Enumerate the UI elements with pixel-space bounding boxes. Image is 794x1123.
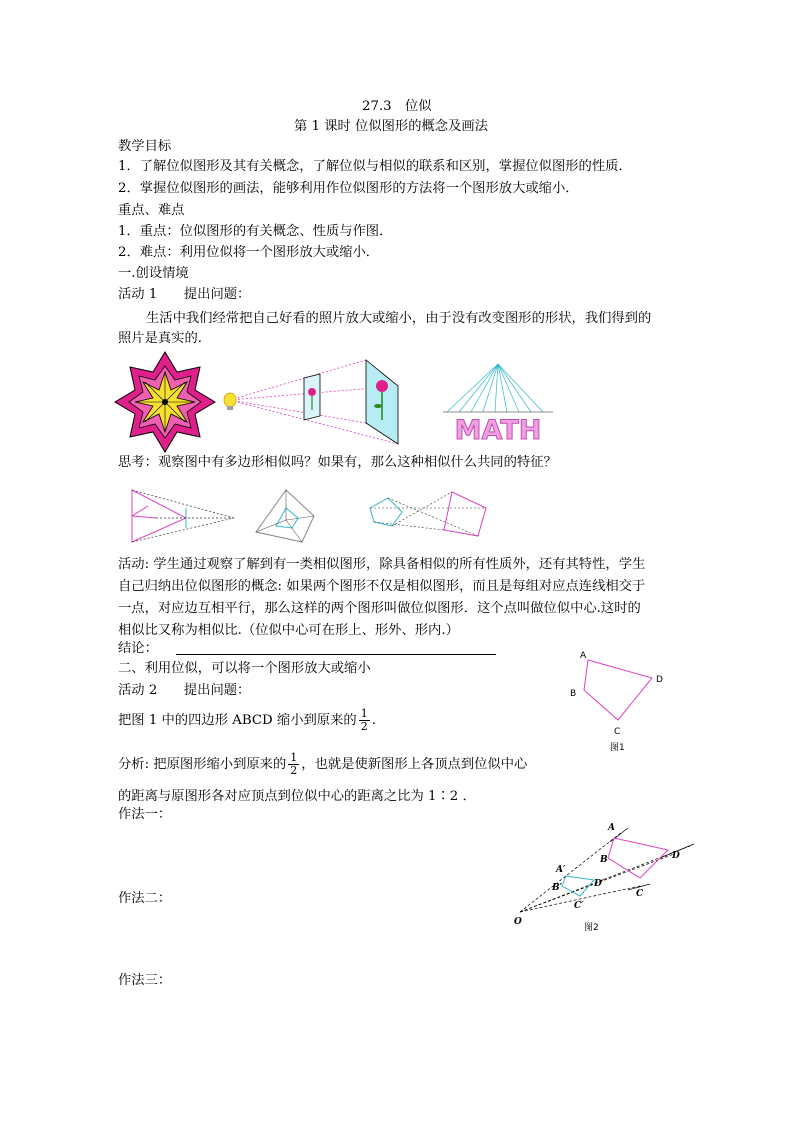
fig2-caption: 图2 (584, 923, 599, 933)
figure1-quadrilateral (566, 644, 676, 754)
conclusion-label: 结论： (118, 641, 158, 656)
flower-figure (115, 352, 215, 452)
quadrilateral-abcd (584, 660, 652, 720)
fig1-label-c: C (614, 727, 621, 737)
math-projection-lines (447, 364, 543, 412)
fig1-label-a: A (580, 651, 587, 661)
homothety-example-1 (128, 488, 238, 546)
fig2-label-b: B (600, 855, 608, 865)
projector-figure (222, 358, 402, 448)
rays-from-center (520, 832, 690, 912)
page-subtitle: 第 1 课时 位似图形的概念及画法 (294, 119, 488, 134)
figure2-homothety (510, 816, 700, 936)
fig2-label-b-prime: B′ (552, 883, 562, 893)
method3-label: 作法三： (118, 973, 172, 988)
math-word: MATH (454, 415, 542, 446)
activity-para-line4: 相似比又称为相似比.（位似中心可在形上、形外、形内.） (118, 623, 459, 638)
fig2-label-c: C (636, 889, 644, 899)
homothety-example-3 (368, 486, 498, 544)
method1-label: 作法一： (118, 807, 172, 822)
activity1-label: 活动 1 提出问题： (118, 287, 251, 302)
task-text-pre: 把图 1 中的四边形 ABCD 缩小到原来的 (118, 713, 357, 728)
intro-para-line2: 照片是真实的. (118, 331, 203, 346)
page-title: 27.3 位似 (362, 99, 432, 114)
analysis-line2: 的距离与原图形各对应顶点到位似中心的距离之比为 1∶2 ． (118, 789, 476, 804)
section1-heading: 一.创设情境 (118, 266, 189, 281)
homothety-example-2 (252, 488, 322, 546)
analysis-text-post: ，也就是使新图形上各顶点到位似中心 (301, 757, 528, 772)
keypoint-item-1: 1．重点：位似图形的有关概念、性质与作图． (118, 224, 393, 239)
activity-para-line2: 自己归纳出位似图形的概念: 如果两个图形不仅是相似图形，而且是每组对应点连线相交于 (118, 579, 646, 594)
half-fraction: $\frac{1}{2}$ (360, 707, 368, 733)
conclusion-blank-line (176, 654, 496, 655)
think-question: 思考：观察图中有多边形相似吗？如果有，那么这种相似什么共同的特征？ (118, 455, 557, 470)
activity-para-line3: 一点，对应边互相平行，那么这样的两个图形叫做位似图形．这个点叫做位似中心.这时的 (118, 601, 641, 616)
fig2-label-o: O (514, 917, 522, 927)
light-bulb-icon (224, 393, 236, 410)
analysis-statement (118, 752, 527, 777)
method2-label: 作法二： (118, 891, 172, 906)
fig2-label-c-prime: C′ (574, 901, 584, 911)
goals-heading: 教学目标 (118, 139, 172, 154)
fig1-caption: 图1 (610, 743, 625, 753)
fig1-label-d: D (656, 675, 663, 685)
rays-solid-ext (610, 828, 694, 890)
analysis-half-fraction: $\frac{1}{2}$ (290, 751, 298, 777)
activity2-label: 活动 2 提出问题： (118, 683, 251, 698)
analysis-text-pre: 分析: 把原图形缩小到原来的 (118, 757, 287, 772)
task-statement (118, 708, 376, 733)
intro-para-line1: 生活中我们经常把自己好看的照片放大或缩小，由于没有改变图形的形状，我们得到的 (146, 311, 652, 326)
goal-item-2: 2．掌握位似图形的画法，能够利用作位似图形的方法将一个图形放大或缩小． (118, 181, 579, 196)
fig2-label-d-prime: D′ (594, 879, 605, 889)
keypoint-item-2: 2．难点：利用位似将一个图形放大或缩小． (118, 245, 380, 260)
image-abcd (562, 876, 594, 896)
fig2-label-d: D (672, 851, 680, 861)
fig1-label-b: B (570, 689, 577, 699)
math-figure (443, 362, 553, 446)
goal-item-1: 1．了解位似图形及其有关概念，了解位似与相似的联系和区别，掌握位似图形的性质． (118, 159, 632, 174)
fig2-label-a: A (608, 823, 615, 833)
task-text-post: . (371, 713, 376, 728)
activity-para-line1: 活动: 学生通过观察了解到有一类相似图形，除具备相似的所有性质外，还有其特性，学生 (118, 557, 646, 572)
fig2-label-a-prime: A′ (556, 865, 566, 875)
keypoints-heading: 重点、难点 (118, 203, 185, 218)
section2-heading: 二、利用位似，可以将一个图形放大或缩小 (118, 661, 371, 676)
original-abcd (608, 838, 668, 878)
